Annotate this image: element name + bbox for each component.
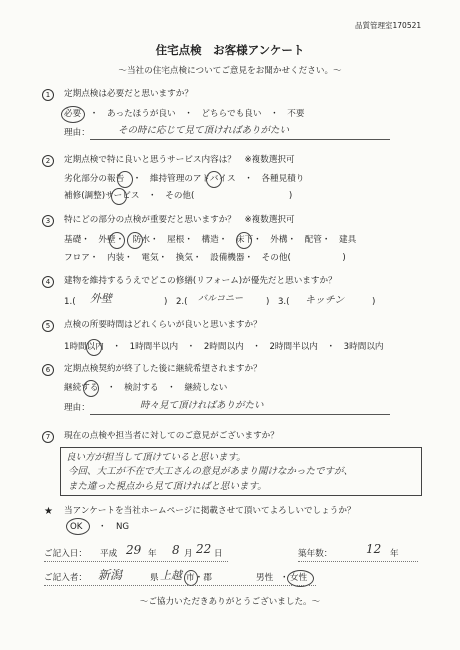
date-month: 8	[172, 543, 180, 557]
q7-comment-line2: 今回、大工が不在で大工さんの意見があまり聞けなかったですが、	[68, 466, 354, 477]
q1-question: 定期点検は必要だと思いますか？	[64, 89, 193, 99]
page-subtitle: ～当社の住宅点検についてご意見をお聞かせください。～	[118, 66, 342, 76]
date-year-unit: 年	[148, 549, 157, 559]
q7-question: 現在の点検や担当者に対してのご意見がございますか？	[64, 431, 279, 441]
city-selected-circle	[184, 570, 198, 586]
q4-answer-2: バルコニー	[198, 294, 244, 304]
q1-selected-circle	[61, 106, 85, 123]
q4-answer-3: キッチン	[305, 295, 345, 306]
date-day: 22	[196, 542, 212, 556]
gender-separator: ・	[280, 573, 289, 583]
writer-city: 上越	[160, 569, 182, 582]
age-underline	[298, 561, 418, 562]
q7-comment-line3: また違った視点から見て頂ければと思います。	[68, 481, 267, 492]
date-day-unit: 日	[214, 549, 223, 559]
star-icon: ★	[44, 506, 53, 517]
date-year: 29	[126, 543, 142, 557]
q2-mark-circle-2	[206, 171, 222, 188]
q4-choice3-close: )	[372, 297, 376, 307]
q5-options: 1時間以内 ・ 1時間半以内 ・ 2時間以内 ・ 2時間半以内 ・ 3時間以内	[64, 342, 384, 352]
q2-options-line1: 劣化部分の報告 ・ 維持管理のアドバイス ・ 各種見積り	[64, 174, 305, 184]
q6-reason-text: 時々見て頂ければありがたい	[140, 400, 264, 411]
q3-mark-circle-1	[109, 232, 125, 249]
q6-reason-underline	[90, 414, 390, 415]
date-era: 平成	[100, 549, 118, 559]
q6-question: 定期点検契約が終了した後に継続希望されますか？	[64, 364, 262, 374]
q8-selected-circle	[66, 518, 90, 535]
q6-number: 6	[42, 364, 54, 376]
q8-question: 当アンケートを当社ホームページに掲載させて頂いてよろしいでしょうか？	[64, 506, 356, 516]
date-underline	[44, 561, 228, 562]
q3-mark-circle-3	[236, 232, 252, 249]
q2-number: 2	[42, 155, 54, 167]
q1-reason-text: その時に応じて見て頂ければありがたい	[118, 125, 290, 136]
q5-selected-circle	[86, 339, 102, 356]
q3-options-line2: フロア・ 内装・ 電気・ 換気・ 設備機器・ その他( )	[64, 253, 346, 263]
q4-answer-1: 外壁	[90, 292, 112, 305]
q2-mark-circle-1	[117, 171, 133, 188]
q4-choice1-open: 1.(	[64, 297, 76, 307]
q1-number: 1	[42, 89, 54, 101]
q7-number: 7	[42, 431, 54, 443]
q2-options-line2: 補修(調整)サービス ・ その他( )	[64, 191, 293, 201]
q8-ng: NG	[116, 522, 130, 532]
q2-mark-circle-3	[111, 188, 127, 205]
page-title: 住宅点検 お客様アンケート	[155, 43, 305, 57]
q5-question: 点検の所要時間はどれくらいが良いと思いますか？	[64, 320, 262, 330]
q1-reason-label: 理由：	[64, 128, 90, 138]
q4-question: 建物を維持するうえでどこの修繕(リフォーム)が優先だと思いますか？	[64, 276, 337, 286]
q3-number: 3	[42, 215, 54, 227]
thanks-message: ～ご協力いただきありがとうございました。～	[139, 597, 321, 607]
age-unit: 年	[390, 549, 399, 559]
q3-options-line1: 基礎・ 外壁・ 防水・ 屋根・ 構造・ 床下・ 外構・ 配管・ 建具	[64, 235, 357, 245]
q8-ok: OK	[70, 522, 83, 532]
writer-city-unit: 市・郡	[186, 573, 212, 583]
q8-separator: ・	[98, 522, 107, 532]
q5-number: 5	[42, 320, 54, 332]
q3-mark-circle-2	[127, 232, 143, 249]
gender-male: 男性	[256, 573, 274, 583]
q1-reason-underline	[90, 139, 390, 140]
q2-question: 定期点検で特に良いと思うサービス内容は？ ※複数選択可	[64, 155, 295, 165]
document-id: 品質管理室170521	[355, 21, 422, 30]
q1-options: 必要 ・ あったほうが良い ・ どちらでも良い ・ 不要	[64, 109, 305, 119]
q4-number: 4	[42, 276, 54, 288]
gender-female: 女性	[290, 573, 308, 583]
writer-prefecture: 新潟	[98, 568, 123, 582]
q6-reason-label: 理由：	[64, 403, 90, 413]
q6-options: 継続する ・ 検討する ・ 継続しない	[64, 383, 228, 393]
date-month-unit: 月	[184, 549, 193, 559]
date-label: ご記入日：	[44, 549, 87, 559]
age-label: 築年数：	[298, 549, 333, 559]
writer-label: ご記入者：	[44, 573, 87, 583]
q4-choice3-open: ) 3.(	[266, 297, 290, 307]
q4-choice2-open: ) 2.(	[164, 297, 188, 307]
writer-prefecture-unit: 県	[150, 573, 159, 583]
q3-question: 特にどの部分の点検が重要だと思いますか？ ※複数選択可	[64, 215, 295, 225]
q7-comment-line1: 良い方が担当して頂けていると思います。	[66, 452, 246, 463]
writer-underline	[44, 585, 316, 586]
age-value: 12	[366, 542, 382, 556]
q6-selected-circle	[83, 380, 99, 397]
